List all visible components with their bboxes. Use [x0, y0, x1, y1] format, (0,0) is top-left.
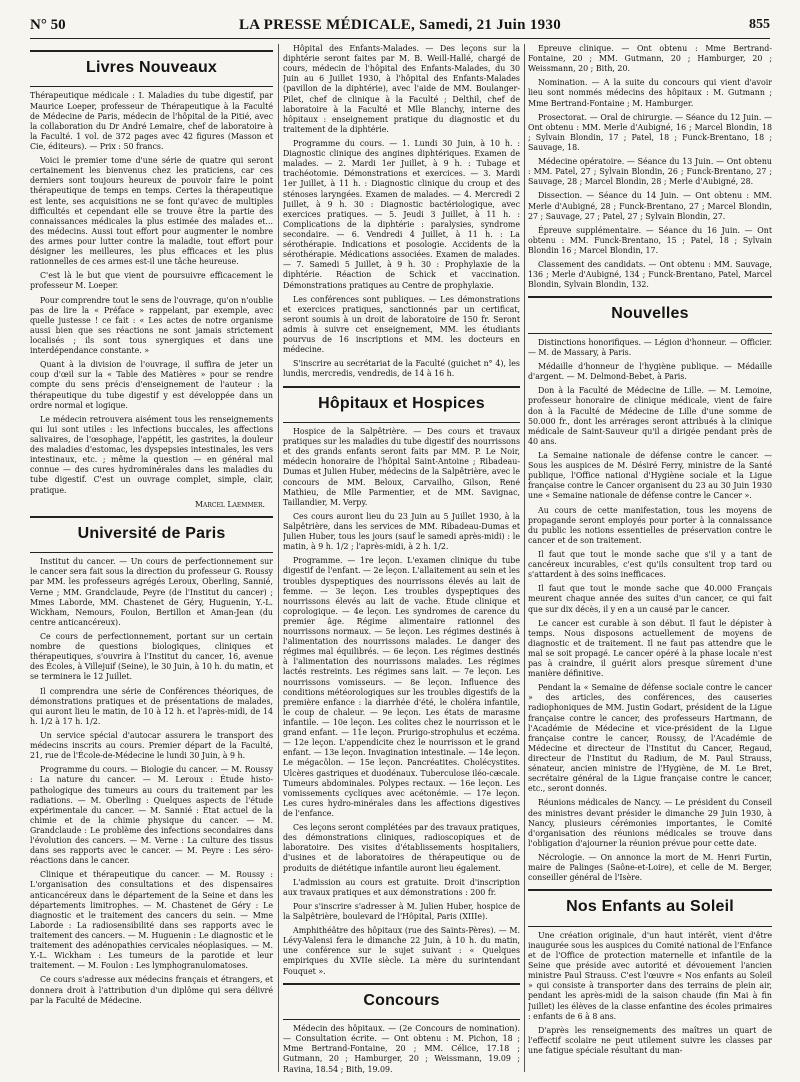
issue-number: N° 50: [30, 17, 66, 33]
paragraph: Il comprendra une série de Conférences théoriques, de démonstrations pratiques et de présentations de malades, qui auront lieu le matin, de 10 à 12 h. et l'après-midi, de 14 h. 1/2 à 17 h. 1/2.: [30, 686, 273, 726]
paragraph: C'est là le but que vient de poursuivre efficacement le professeur M. Loeper.: [30, 271, 273, 291]
paragraph: Pour s'inscrire s'adresser à M. Julien Huber, hospice de la Salpêtrière, boulevard de l'Hôpital, Paris (XIIIe).: [283, 901, 520, 921]
section-rule: [30, 86, 273, 87]
paragraph: Ces cours auront lieu du 23 Juin au 5 Juillet 1930, à la Salpêtrière, dans les services de MM. Ribadeau-Dumas et Julien Huber, tous les jours (sauf le samedi après-midi) : le matin, à 9 h. 1/2 ; l'après-midi, à 2 h. 1/2.: [283, 511, 520, 552]
paragraph: Voici le premier tome d'une série de quatre qui seront certainement les bienvenus chez les praticiens, car ces derniers sont toujours heureux de pouvoir faire le point thérapeutique de temps en temps. Certes la thérapeutique est lente, ses acquisitions ne se font qu'avec de multiples difficultés et cependant elle se trouve être la partie des connaissances médicales la plus estimée des malades et... des médecins. Aussi tout effort pour augmenter le nombre des armes pour lutter contre la maladie, tout effort pour désigner les meilleures, les plus efficaces et les plus rationnelles de ces armes est-il une tâche heureuse.: [30, 156, 273, 267]
book-review-entry: Thérapeutique médicale : I. Maladies du tube digestif, par Maurice Loeper, professeur de Thérapeutique à la Faculté de Médecine de Paris, médecin de l'hôpital de la Pitié, avec la collaboration du Dr André Lemaire, chef de laboratoire à la Faculté. 1 vol. de 372 pages avec 42 figures (Masson et Cie, éditeurs). — Prix : 50 francs.: [30, 91, 273, 152]
paragraph: Les conférences sont publiques. — Les démonstrations et exercices pratiques, sanctionnés par un certificat, seront soumis à un droit de laboratoire de 150 fr. Seront admis à suivre cet enseignement, MM. les étudiants pourvus de 16 inscriptions et MM. les docteurs en médecine.: [283, 294, 520, 355]
paragraph: Distinctions honorifiques. — Légion d'honneur. — Officier. — M. de Massary, à Paris.: [528, 337, 772, 357]
column-left: [30, 44, 273, 1074]
paragraph: Médecine opératoire. — Séance du 13 Juin. — Ont obtenu : MM. Patel, 27 ; Sylvain Blondin, 26 ; Funck-Brentano, 27 ; Sauvage, 28 ; Marcel Blondin, 28 ; Merle d'Aubigné, 28.: [528, 157, 772, 187]
page-number: 855: [749, 17, 770, 32]
paragraph: Réunions médicales de Nancy. — Le président du Conseil des ministres devant présider le dimanche 29 Juin 1930, à Nancy, plusieurs cérémonies importantes, le Comité d'organisation des réunions médicales se trouve dans l'obligation d'ajourner la réunion prévue pour cette date.: [528, 798, 772, 848]
paragraph: Hôpital des Enfants-Malades. — Des leçons sur la diphtérie seront faites par M. B. Weill-Hallé, chargé de cours, médecin de l'hôpital des Enfants-Malades, du 30 Juin au 6 Juillet 1930, à l'hôpital des Enfants-Malades (pavillon de la diphtérie), avec l'aide de MM. Boulanger-Pilet, chef de clinique à la Faculté ; Delthil, chef de laboratoire à la Faculté et Mlle Blanchy, interne des hôpitaux : enseignement pratique du diagnostic et du traitement de la diphtérie.: [283, 44, 520, 134]
section-rule: [283, 386, 520, 388]
paragraph: Clinique et thérapeutique du cancer. — M. Roussy : L'organisation des consultations et des dispensaires anticancéreux dans le département de la Seine et dans les départements limitrophes. — M. Chastenet de Géry : Le diagnostic et le traitement des cancers du sein. — Mme Laborde : La radiosensibilité dans ses rapports avec le traitement des cancers. — M. Huguenin : Le diagnostic et le traitement des adénopathies cervicales néoplasiques. — M. Y.-L. Wickham : Les tumeurs de la parotide et leur traitement. — M. Foulon : Les lymphogranulomatoses.: [30, 870, 273, 971]
paragraph: Quant à la division de l'ouvrage, il suffira de jeter un coup d'œil sur la « Table des Matières » pour se rendre compte du sens précis d'enseignement de l'auteur : la thérapeutique du tube digestif y est développée dans un ordre normal et logique.: [30, 360, 273, 410]
review-signature: Marcel Laemmer.: [194, 499, 265, 509]
section-rule: [30, 552, 273, 553]
paragraph: Classement des candidats. — Ont obtenu : MM. Sauvage, 136 ; Merle d'Aubigné, 134 ; Funck-Brentano, Patel, Marcel Blondin, Sylvain Blondin, 132.: [528, 260, 772, 290]
paragraph: Il faut que tout le monde sache que 40.000 Français meurent chaque année des suites d'un cancer, ce qui fait que sur dix décès, il y en a un causé par le cancer.: [528, 584, 772, 614]
section-rule: [528, 296, 772, 298]
paragraph: Ce cours de perfectionnement, portant sur un certain nombre de questions biologiques, cliniques et thérapeutiques, s'ouvrira à l'Institut du cancer, 16, avenue des Écoles, à Villejuif (Seine), le 30 Juin, à 10 h. du matin, et se terminera le 12 Juillet.: [30, 631, 273, 682]
paragraph: D'après les renseignements des maîtres un quart de l'effectif scolaire ne peut utilement suivre les classes par une fatigue spéciale résultant du man-: [528, 1025, 772, 1056]
paragraph: Un service spécial d'autocar assurera le transport des médecins inscrits au cours. Premier départ de la Faculté, 21, rue de l'École-de-Médecine le lundi 30 Juin, à 9 h.: [30, 730, 273, 761]
paragraph: Amphithéâtre des hôpitaux (rue des Saints-Pères). — M. Lévy-Valensi fera le dimanche 22 Juin, à 10 h. du matin, une conférence sur le sujet suivant : « Quelques empiriques du XVIIe siècle. La mère du surintendant Fouquet ».: [283, 926, 520, 976]
paragraph: Le cancer est curable à son début. Il faut le dépister à temps. Nous disposons actuellement de moyens de diagnostic et de traitement. Il ne faut pas attendre que le mal se soit propagé. Le cancer opéré à la phase locale n'est pas à craindre, il guérit alors presque sûrement d'une manière définitive.: [528, 618, 772, 679]
paragraph: Épreuve supplémentaire. — Séance du 16 Juin. — Ont obtenu : MM. Funck-Brentano, 15 ; Patel, 18 ; Sylvain Blondin 16 ; Marcel Blondin, 17.: [528, 225, 772, 255]
column-middle: [283, 44, 520, 1074]
paragraph: Programme du cours. — Biologie du cancer. — M. Roussy : La nature du cancer. — M. Leroux : Étude histo-pathologique des tumeurs au cours du traitement par les radiations. — M. Oberling : Quelques aspects de l'étude expérimentale du cancer. — M. Sannié : État actuel de la chimie et de la chimie physique du cancer. — M. Grandclaude : Le problème des infections secondaires dans l'évolution des cancers. — M. Verne : La culture des tissus dans ses rapports avec le cancer. — M. Peyre : Les séro-réactions dans le cancer.: [30, 765, 273, 866]
section-title-nouvelles: Nouvelles: [611, 305, 689, 323]
paragraph: Une création originale, d'un haut intérêt, vient d'être inaugurée sous les auspices du Comité national de l'Enfance et de l'Office de protection maternelle et infantile de la Seine que préside avec autorité et dévouement l'ancien ministre Paul Strauss. C'est l'œuvre « Nos enfants au Soleil » qui consiste à transporter dans des terrains de plein air, pendant les après-midi de la saison chaude (fin Mai à fin Juillet) les élèves de la classe enfantine des écoles primaires : enfants de 6 à 8 ans.: [528, 930, 772, 1021]
paragraph: S'inscrire au secrétariat de la Faculté (guichet n° 4), les lundis, mercredis, vendredis, de 14 à 16 h.: [283, 359, 520, 379]
section-rule: [283, 1019, 520, 1020]
paragraph: Nécrologie. — On annonce la mort de M. Henri Furtin, maire de Palinges (Saône-et-Loire), et celle de M. Berger, conseiller général de l'Isère.: [528, 853, 772, 883]
paragraph: Il faut que tout le monde sache que s'il y a tant de cancéreux incurables, c'est qu'ils consultent trop tard ou s'attardent à des soins inefficaces.: [528, 549, 772, 580]
section-title-livres: Livres Nouveaux: [85, 59, 218, 76]
paragraph: Pendant la « Semaine de défense sociale contre le cancer » des articles, des conférences, des causeries radiophoniques de MM. Justin Godart, président de la Ligue française contre le cancer, des professeurs Hartmann, de l'Académie de Médecine et vice-président de la Ligue française contre le cancer, Roussy, de l'Académie de Médecine et directeur de l'Institut du Cancer, Regaud, directeur de l'Institut du Radium, de M. Paul Strauss, sénateur, ancien ministre de l'Hygiène, de M. Le Bret, secrétaire général de la Ligue française contre le cancer, etc., seront donnés.: [528, 683, 772, 794]
section-rule: [30, 516, 273, 518]
section-rule: [528, 333, 772, 334]
paragraph: Le médecin retrouvera aisément tous les renseignements qui lui sont utiles : les infections buccales, les affections salivaires, de l'œsophage, l'appétit, les gastrites, la douleur des maladies d'estomac, les dyspepsies intestinales, les vers intestinaux, etc. ; même la question — en général mal connue — des cures hydrominérales dans les maladies du tube digestif. C'est un ouvrage complet, simple, clair, pratique.: [30, 414, 273, 495]
paragraph: Programme. — 1re leçon. L'examen clinique du tube digestif de l'enfant. — 2e leçon. L'allaitement au sein et les troubles dyspeptiques des nourrissons élevés au lait de femme. — 3e leçon. Les troubles dyspeptiques des nourrissons élevés au lait de vache. Étude clinique et coprologique. — 4e leçon. Les syndromes de carence du premier âge. Régime alimentaire rationnel des nourrissons normaux. — 5e leçon. Les régimes destinés à l'alimentation des nourrissons malades. Le danger des régimes mal équilibrés. — 6e leçon. Les régimes destinés à l'alimentation des nourrissons malades. Les régimes lactés restreints. Les régimes sans lait. — 7e leçon. Les nourrissons vomisseurs. — 8e leçon. Influence des conditions météorologiques sur les troubles digestifs de la première enfance : la diarrhée d'été, le choléra infantile, le coup de chaleur. — 9e leçon. Les états de marasme infantile. — 10e leçon. Les colites chez le nourrisson et le grand enfant. — 11e leçon. Prurigo-strophulus et eczéma. — 12e leçon. L'appendicite chez le nourrisson et le grand enfant. — 13e leçon. Invagination intestinale. — 14e leçon. Le mégacôlon. — 15e leçon. Pancréatites. Cholécystites. Ulcères gastriques et duodénaux. Tuberculose iléo-cæcale. Tumeurs abdominales. Polypes rectaux. — 16e leçon. Les vomissements cycliques avec acétonémie. — 17e leçon. Les cures hydro-minérales dans les affections digestives de l'enfance.: [283, 556, 520, 819]
section-title-hopitaux: Hôpitaux et Hospices: [318, 394, 485, 412]
paragraph: Don à la Faculté de Médecine de Lille. — M. Lemoine, professeur honoraire de clinique médicale, vient de faire don à la Faculté de Médecine de Lille d'une somme de 50.000 fr., dont les arrérages seront attribués à la clinique médicale de Saint-Sauveur qu'il a dirigée pendant près de 40 ans.: [528, 386, 772, 446]
section-title-soleil: Nos Enfants au Soleil: [566, 898, 734, 916]
section-rule: [283, 983, 520, 985]
section-rule: [528, 926, 772, 927]
paragraph: Pour comprendre tout le sens de l'ouvrage, qu'on n'oublie pas de lire la « Préface » rappelant, par exemple, avec quelle justesse ! ce fait : « Les actes de notre organisme aussi bien que ses réactions ne sont jamais strictement localisés ; ils sont tous synergiques et dans une interdépendance constante. »: [30, 295, 273, 356]
paragraph: Médecin des hôpitaux. — (2e Concours de nomination). — Consultation écrite. — Ont obtenu : M. Pichon, 18 ; Mme Bertrand-Fontaine, 20 ; MM. Célice, 17.18 ; Gutmann, 20 ; Hamburger, 20 ; Weissmann, 19.09 ; Ravina, 18.54 ; Bith, 19.09.: [283, 1024, 520, 1074]
paragraph: Ces leçons seront complétées par des travaux pratiques, des démonstrations cliniques, radioscopiques et de laboratoire. Des visites d'établissements hospitaliers, d'usines et de laboratoires de thérapeutique ou de produits de diététique infantile auront lieu également.: [283, 823, 520, 873]
column-separator: [278, 44, 279, 1072]
section-rule: [528, 889, 772, 891]
page-header: [30, 14, 770, 39]
journal-title: LA PRESSE MÉDICALE, Samedi, 21 Juin 1930: [238, 17, 562, 33]
paragraph: Nomination. — A la suite du concours qui vient d'avoir lieu sont nommés médecins des hôpitaux : M. Gutmann ; Mme Bertrand-Fontaine ; M. Hamburger.: [528, 78, 772, 108]
column-separator: [524, 44, 525, 1072]
paragraph: L'admission au cours est gratuite. Droit d'inscription aux travaux pratiques et aux démonstrations : 200 fr.: [283, 877, 520, 897]
paragraph: Hospice de la Salpêtrière. — Des cours et travaux pratiques sur les maladies du tube digestif des nourrissons et des grands enfants seront faits par MM. P. Le Noir, médecin honoraire de l'hôpital Saint-Antoine ; Ribadeau-Dumas et Julien Huber, médecins de la Salpêtrière, avec le concours de MM. Beloux, Carvailho, Gilson, René Mathieu, de Mlle Parmentier, et de MM. Savignac, Taillandier, M. Verpy.: [283, 426, 520, 507]
paragraph: La Semaine nationale de défense contre le cancer. — Sous les auspices de M. Désiré Ferry, ministre de la Santé publique, l'Office national d'Hygiène sociale et la Ligue française contre le Cancer organisent du 23 au 30 Juin 1930 une « Semaine nationale de défense contre le Cancer ».: [528, 450, 772, 501]
section-rule: [30, 50, 273, 52]
paragraph: Épreuve clinique. — Ont obtenu : Mme Bertrand-Fontaine, 20 ; MM. Gutmann, 20 ; Hamburger, 20 ; Weissmann, 20 ; Bith, 20.: [528, 44, 772, 74]
paragraph: Institut du cancer. — Un cours de perfectionnement sur le cancer sera fait sous la direction du professeur G. Roussy par MM. les professeurs agrégés Leroux, Oberling, Sannié, Verne ; MM. Grandclaude, Peyre (de l'Institut du cancer) ; Mmes Laborde, MM. Chastenet de Géry, Huguenin, Y.-L. Wickham, Nemours, Foulon, Bertillon et Aman-Jean (du centre anticancéreux).: [30, 557, 273, 627]
section-title-concours: Concours: [363, 991, 440, 1009]
paragraph: Médaille d'honneur de l'hygiène publique. — Médaille d'argent. — M. Delmond-Bebet, à Paris.: [528, 362, 772, 382]
paragraph: Au cours de cette manifestation, tous les moyens de propagande seront employés pour porter à la connaissance du public les notions essentielles de préservation contre le cancer et de son traitement.: [528, 505, 772, 545]
paragraph: Programme du cours. — 1. Lundi 30 Juin, à 10 h. : Diagnostic clinique des angines diphtériques. Examen de malades. — 2. Mardi 1er Juillet, à 9 h. : Tubage et trachéotomie. Démonstrations et exercices. — 3. Mardi 1er Juillet, à 11 h. : Diagnostic clinique du croup et des sténoses laryngées. Examen de malades. — 4. Mercredi 2 Juillet, à 9 h. 30 : Diagnostic bactériologique, avec exercices pratiques. — 5. Jeudi 3 Juillet, à 11 h. : Complications de la diphtérie : paralysies, syndrome secondaire. — 6. Vendredi 4 Juillet, à 11 h. : La sérothérapie. Indications et posologie. Accidents de la sérothérapie. Médications associées. Examen de malades. — 7. Samedi 5 Juillet, à 9 h. 30 : Prophylaxie de la diphtérie. Réaction de Schick et vaccination. Démonstrations pratiques au Centre de prophylaxie.: [283, 138, 520, 290]
section-rule: [283, 422, 520, 423]
section-title-universite: Université de Paris: [77, 524, 226, 542]
paragraph: Prosectorat. — Oral de chirurgie. — Séance du 12 Juin. — Ont obtenu : MM. Merle d'Aubigné, 16 ; Marcel Blondin, 18 ; Sylvain Blondin, 17 ; Patel, 18 ; Funck-Brentano, 18 ; Sauvage, 18.: [528, 112, 772, 152]
column-right: [528, 44, 772, 1074]
paragraph: Dissection. — Séance du 14 Juin. — Ont obtenu : MM. Merle d'Aubigné, 28 ; Funck-Brentano, 27 ; Marcel Blondin, 27 ; Sauvage, 27 ; Patel, 27 ; Sylvain Blondin, 27.: [528, 191, 772, 221]
paragraph: Ce cours s'adresse aux médecins français et étrangers, et donnera droit à l'attribution d'un diplôme qui sera délivré par la Faculté de Médecine.: [30, 975, 273, 1005]
